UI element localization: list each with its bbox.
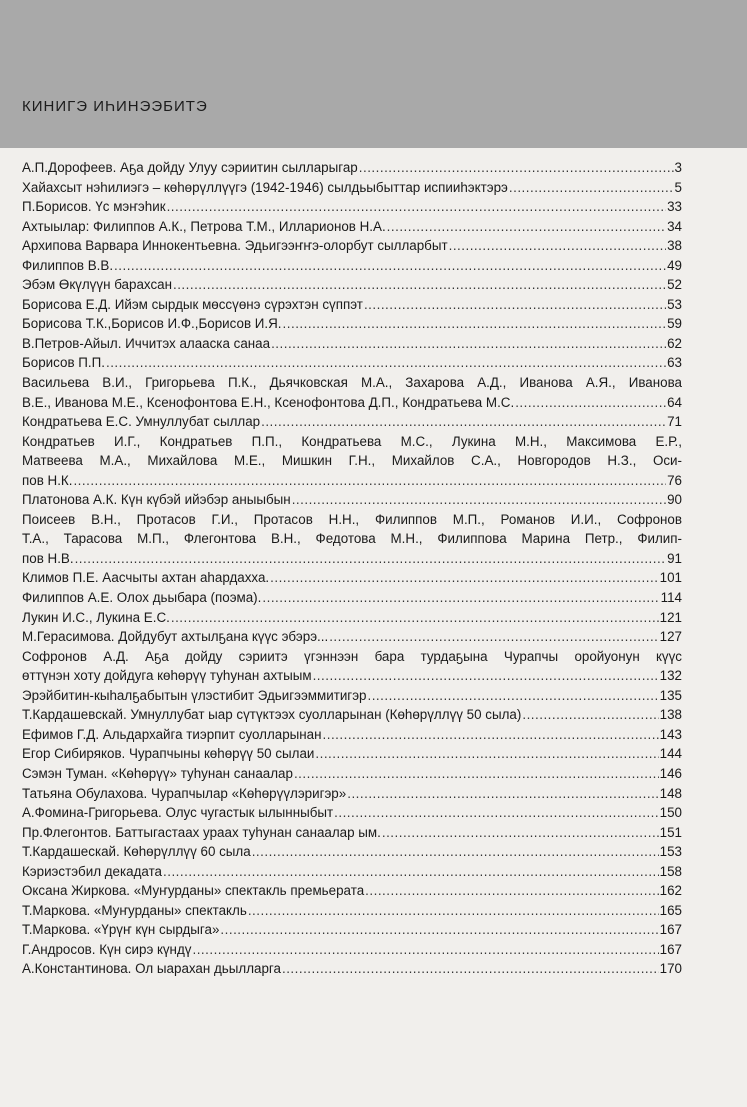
toc-entry	[22, 432, 682, 491]
toc-entry	[22, 705, 682, 725]
page-number: 158	[659, 863, 682, 879]
dot-leader	[171, 608, 659, 628]
toc-entry	[22, 608, 682, 628]
toc-entry-title: Егор Сибиряков. Чурапчыны көһөрүү 50 сылаи	[22, 746, 315, 762]
toc-entry	[22, 686, 682, 706]
toc-entry	[22, 627, 682, 647]
dot-leader	[248, 901, 659, 921]
page-number: 132	[659, 668, 682, 684]
toc-entry-title: Эрэйбитин-кыһалҕабытын үлэстибит Эдьигээммитигэр	[22, 687, 367, 703]
toc-entry-title: Сэмэн Туман. «Көһөрүү» туһунан санаалар	[22, 765, 293, 781]
toc-entry-title: А.Константинова. Ол ыарахан дьылларга	[22, 961, 281, 977]
page-number: 135	[659, 687, 682, 703]
page-number: 3	[674, 160, 682, 175]
toc-entry-title: Ефимов Г.Д. Альдархайга тиэрпит суолларынан	[22, 726, 322, 742]
toc-entry-text-line: Кондратьев И.Г., Кондратьев П.П., Кондратьева М.С., Лукина М.Н., Максимова Е.Р.,	[22, 433, 682, 449]
page-number: 151	[659, 824, 682, 840]
page-number: 170	[659, 961, 682, 977]
dot-leader	[294, 764, 659, 784]
toc-entry	[22, 490, 682, 510]
toc-entry-title: Т.Маркова. «Үрүҥ күн сырдыга»	[22, 922, 220, 938]
toc-entry	[22, 647, 682, 686]
toc-entry	[22, 373, 682, 412]
dot-leader	[252, 842, 659, 862]
toc-entry-title: Кэриэстэбил декадата	[22, 863, 162, 879]
page-number: 91	[667, 550, 682, 566]
dot-leader	[75, 549, 667, 569]
toc-entry-title: Эбэм Өкүлүүн барахсан	[22, 277, 172, 293]
toc-entry	[22, 158, 682, 178]
page-number: 5	[674, 179, 682, 195]
toc-entry	[22, 823, 682, 843]
dot-leader	[270, 568, 659, 588]
dot-leader	[367, 686, 658, 706]
toc-entry-title: Т.Маркова. «Муҥурданы» спектакль	[22, 902, 247, 918]
dot-leader	[114, 256, 666, 276]
toc-entry	[22, 314, 682, 334]
dot-leader	[509, 178, 674, 198]
table-of-contents	[22, 158, 682, 979]
toc-entry-title: Филиппов В.В.	[22, 257, 114, 273]
page-number: 138	[659, 707, 682, 723]
dot-leader	[283, 314, 667, 334]
page-number: 90	[667, 492, 682, 508]
dot-leader	[515, 393, 666, 413]
toc-entry-text-line: Т.А., Тарасова М.П., Флегонтова В.Н., Федотова М.Н., Филиппова Марина Петр., Филип-	[22, 531, 682, 547]
toc-entry-title: Кондратьева Е.С. Умнуллубат сыллар	[22, 414, 261, 430]
toc-entry	[22, 353, 682, 373]
dot-leader	[449, 236, 666, 256]
toc-entry	[22, 510, 682, 569]
toc-entry-title: Борисова Т.К.,Борисов И.Ф.,Борисов И.Я.	[22, 316, 282, 332]
page-number: 167	[659, 922, 682, 938]
toc-entry	[22, 588, 682, 608]
toc-entry	[22, 920, 682, 940]
page-number: 121	[659, 609, 682, 625]
dot-leader	[387, 217, 666, 237]
toc-entry	[22, 412, 682, 432]
toc-entry-title: Лукин И.С., Лукина Е.С.	[22, 609, 170, 625]
toc-entry-title: Платонова А.К. Күн күбэй ийэбэр аныыбын	[22, 492, 291, 508]
toc-entry	[22, 725, 682, 745]
toc-entry	[22, 959, 682, 979]
toc-entry-title: В.Петров-Айыл. Иччитэх алааска санаа	[22, 335, 271, 351]
toc-entry-text-line: Васильева В.И., Григорьева П.К., Дьячковская М.А., Захарова А.Д., Иванова А.Я., Иванова	[22, 375, 682, 391]
toc-entry	[22, 334, 682, 354]
page-number: 101	[659, 570, 682, 586]
toc-entry-title: П.Борисов. Үс мэҥэһик	[22, 199, 166, 215]
dot-leader	[173, 275, 666, 295]
toc-entry	[22, 178, 682, 198]
dot-leader	[522, 705, 658, 725]
toc-entry-title: М.Герасимова. Дойдубут ахтылҕана күүс эбэрэ...	[22, 629, 329, 645]
toc-entry	[22, 784, 682, 804]
toc-entry-title: Архипова Варвара Иннокентьевна. Эдьигээҥҥэ-олорбут сылларбыт	[22, 238, 448, 254]
page-number: 52	[667, 277, 682, 293]
section-title: КИНИГЭ ИҺИНЭЭБИТЭ	[22, 98, 208, 115]
page-number: 144	[659, 746, 682, 762]
dot-leader	[313, 666, 659, 686]
page-number: 33	[667, 199, 682, 215]
toc-entry	[22, 295, 682, 315]
dot-leader	[334, 803, 659, 823]
dot-leader	[359, 158, 674, 178]
page-number: 34	[667, 218, 682, 234]
dot-leader	[106, 353, 666, 373]
toc-entry-title: Т.Кардашевскай. Умнуллубат ыар сүтүктээх суолларынан (Көһөрүллүү 50 сыла)	[22, 707, 522, 723]
dot-leader	[323, 725, 659, 745]
toc-entry-title: өттүнэн хоту дойдуга көһөрүү туһунан ахтыым	[22, 668, 312, 684]
dot-leader	[261, 412, 666, 432]
toc-entry	[22, 568, 682, 588]
page-number: 49	[667, 257, 682, 273]
toc-entry	[22, 862, 682, 882]
page-number: 63	[667, 355, 682, 371]
toc-entry-title: Хайахсыт нэһилиэгэ – көһөрүллүүгэ (1942-1946) сылдьыбыттар испииһэктэрэ	[22, 179, 508, 195]
toc-entry-title: Татьяна Обулахова. Чурапчылар «Көһөрүүлэригэр»	[22, 785, 347, 801]
toc-entry-title: Оксана Жиркова. «Муҥурданы» спектакль премьерата	[22, 883, 365, 899]
page-number: 127	[659, 629, 682, 645]
toc-entry-title: Ахтыылар: Филиппов А.К., Петрова Т.М., Илларионов Н.А.	[22, 218, 386, 234]
page-number: 64	[667, 394, 682, 410]
toc-entry-title: пов Н.В.	[22, 550, 74, 566]
toc-entry	[22, 901, 682, 921]
dot-leader	[382, 823, 659, 843]
toc-entry-title: Г.Андросов. Күн сирэ күндү	[22, 941, 192, 957]
page-number: 59	[667, 316, 682, 332]
toc-entry	[22, 842, 682, 862]
page-number: 53	[667, 296, 682, 312]
toc-entry	[22, 881, 682, 901]
dot-leader	[347, 784, 658, 804]
page-number: 167	[659, 941, 682, 957]
dot-leader	[365, 881, 659, 901]
page-number: 71	[667, 414, 682, 430]
toc-entry-title: Филиппов А.Е. Олох дьыбара (поэма).	[22, 590, 262, 606]
toc-entry-text-line: Софронов А.Д. Аҕа дойду сэриитэ үгэннээн бара турдаҕына Чурапчы оройуонун күүс	[22, 648, 682, 664]
page-number: 38	[667, 238, 682, 254]
toc-entry	[22, 197, 682, 217]
toc-entry-text-line: Поисеев В.Н., Протасов Г.И., Протасов Н.Н., Филиппов М.П., Романов И.И., Софронов	[22, 511, 682, 527]
header-band	[0, 0, 747, 148]
page-number: 62	[667, 335, 682, 351]
toc-entry	[22, 217, 682, 237]
page-number: 143	[659, 726, 682, 742]
toc-entry-title: Пр.Флегонтов. Баттыгастаах ураах туһунан санаалар ым.	[22, 824, 381, 840]
dot-leader	[220, 920, 658, 940]
page-number: 114	[660, 590, 682, 606]
toc-entry	[22, 764, 682, 784]
dot-leader	[262, 588, 659, 608]
toc-entry	[22, 236, 682, 256]
dot-leader	[73, 471, 666, 491]
page-number: 148	[659, 785, 682, 801]
page-number: 165	[659, 902, 682, 918]
toc-entry-title: В.Е., Иванова М.Е., Ксенофонтова Е.Н., Ксенофонтова Д.П., Кондратьева М.С.	[22, 394, 515, 410]
dot-leader	[167, 197, 667, 217]
toc-entry-title: пов Н.К.	[22, 472, 73, 488]
page-number: 150	[659, 805, 682, 821]
dot-leader	[292, 490, 666, 510]
toc-entry-title: Борисов П.П.	[22, 355, 105, 371]
toc-entry	[22, 256, 682, 276]
page-number: 162	[659, 883, 682, 899]
dot-leader	[282, 959, 659, 979]
dot-leader	[329, 627, 658, 647]
toc-entry	[22, 803, 682, 823]
toc-entry	[22, 744, 682, 764]
page-number: 76	[667, 472, 682, 488]
toc-entry-title: Т.Кардашескай. Көһөрүллүү 60 сыла	[22, 844, 251, 860]
toc-entry-text-line: Матвеева М.А., Михайлова М.Е., Мишкин Г.Н., Михайлов С.А., Новгородов Н.З., Оси-	[22, 453, 682, 469]
toc-entry	[22, 275, 682, 295]
page-number: 153	[659, 844, 682, 860]
dot-leader	[192, 940, 658, 960]
dot-leader	[315, 744, 658, 764]
dot-leader	[163, 862, 659, 882]
toc-entry	[22, 940, 682, 960]
dot-leader	[364, 295, 666, 315]
page-number: 146	[659, 765, 682, 781]
toc-entry-title: А.П.Дорофеев. Аҕа дойду Улуу сэриитин сылларыгар	[22, 160, 358, 175]
toc-entry-title: А.Фомина-Григорьева. Олус чугастык ылынныбыт	[22, 805, 334, 821]
dot-leader	[271, 334, 666, 354]
toc-entry-title: Климов П.Е. Аасчыты ахтан аһардахха.	[22, 570, 270, 586]
toc-entry-title: Борисова Е.Д. Ийэм сырдык мөссүөнэ сүрэхтэн сүппэт	[22, 296, 363, 312]
